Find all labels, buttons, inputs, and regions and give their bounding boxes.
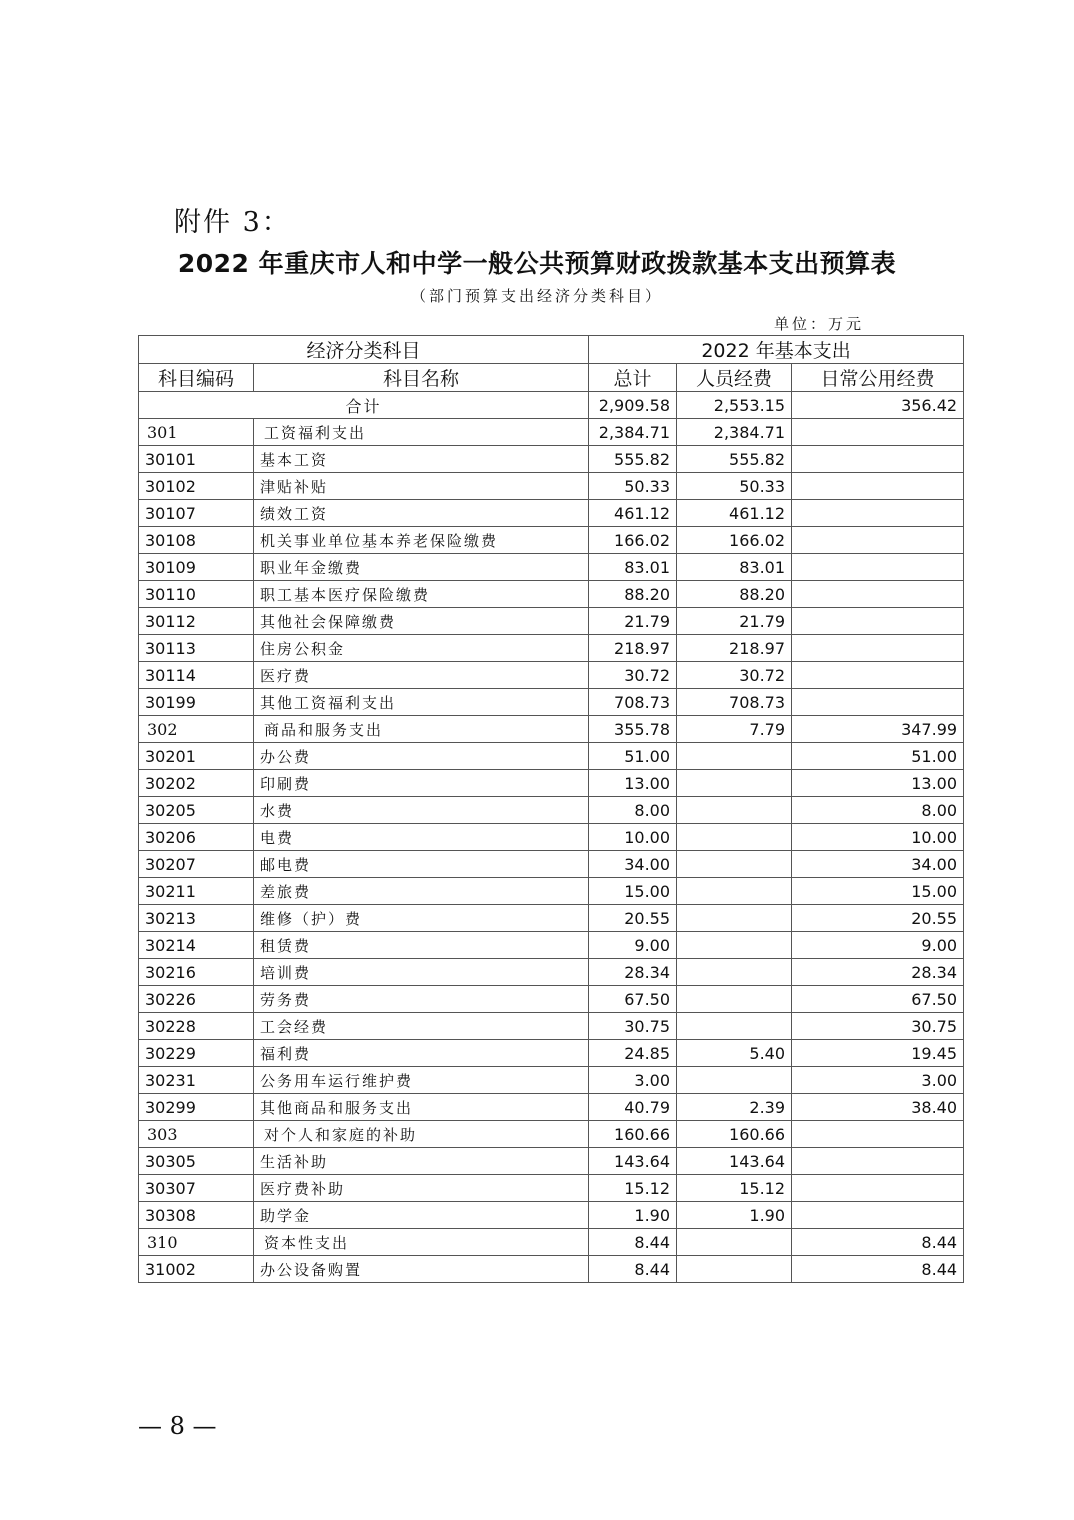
row-total: 555.82	[589, 446, 677, 473]
row-personnel: 21.79	[677, 608, 792, 635]
row-public	[792, 473, 964, 500]
table-row	[139, 1175, 964, 1202]
row-name: 福利费	[254, 1040, 589, 1067]
row-code: 30207	[139, 851, 254, 878]
row-personnel	[677, 770, 792, 797]
row-name: 其他社会保障缴费	[254, 608, 589, 635]
row-personnel	[677, 851, 792, 878]
page-number: — 8 —	[138, 1412, 217, 1440]
row-name: 电费	[254, 824, 589, 851]
total-public: 356.42	[792, 392, 964, 419]
row-code: 30101	[139, 446, 254, 473]
row-personnel	[677, 986, 792, 1013]
row-name: 邮电费	[254, 851, 589, 878]
row-name: 工会经费	[254, 1013, 589, 1040]
row-public	[792, 608, 964, 635]
row-name: 绩效工资	[254, 500, 589, 527]
table-row	[139, 662, 964, 689]
row-total: 160.66	[589, 1121, 677, 1148]
row-name: 办公费	[254, 743, 589, 770]
row-code: 31002	[139, 1256, 254, 1283]
row-personnel: 2.39	[677, 1094, 792, 1121]
row-public	[792, 581, 964, 608]
row-public: 15.00	[792, 878, 964, 905]
row-name: 资本性支出	[254, 1229, 589, 1256]
row-total: 708.73	[589, 689, 677, 716]
row-code: 30107	[139, 500, 254, 527]
row-personnel: 143.64	[677, 1148, 792, 1175]
row-total: 28.34	[589, 959, 677, 986]
row-total: 8.00	[589, 797, 677, 824]
row-public: 34.00	[792, 851, 964, 878]
row-total: 51.00	[589, 743, 677, 770]
table-row	[139, 581, 964, 608]
group-header-basic-expenditure: 2022 年基本支出	[589, 336, 964, 364]
table-row	[139, 635, 964, 662]
row-code: 30226	[139, 986, 254, 1013]
table-row	[139, 1148, 964, 1175]
row-personnel	[677, 1229, 792, 1256]
row-total: 355.78	[589, 716, 677, 743]
table-row	[139, 1229, 964, 1256]
column-header-total: 总计	[589, 364, 677, 392]
row-total: 83.01	[589, 554, 677, 581]
row-public: 51.00	[792, 743, 964, 770]
row-code: 30102	[139, 473, 254, 500]
row-public	[792, 635, 964, 662]
table-row	[139, 419, 964, 446]
total-label: 合计	[139, 392, 589, 419]
row-personnel	[677, 932, 792, 959]
table-row	[139, 905, 964, 932]
row-public	[792, 500, 964, 527]
row-personnel: 166.02	[677, 527, 792, 554]
table-row	[139, 770, 964, 797]
row-personnel: 50.33	[677, 473, 792, 500]
row-code: 30216	[139, 959, 254, 986]
table-row	[139, 1040, 964, 1067]
row-total: 9.00	[589, 932, 677, 959]
row-name: 机关事业单位基本养老保险缴费	[254, 527, 589, 554]
row-total: 88.20	[589, 581, 677, 608]
table-row	[139, 824, 964, 851]
row-total: 30.75	[589, 1013, 677, 1040]
row-total: 461.12	[589, 500, 677, 527]
table-row	[139, 1121, 964, 1148]
row-total: 8.44	[589, 1229, 677, 1256]
row-code: 30109	[139, 554, 254, 581]
row-total: 143.64	[589, 1148, 677, 1175]
row-personnel: 2,384.71	[677, 419, 792, 446]
table-row	[139, 797, 964, 824]
row-code: 30214	[139, 932, 254, 959]
row-name: 津贴补贴	[254, 473, 589, 500]
row-public: 8.44	[792, 1256, 964, 1283]
table-row	[139, 446, 964, 473]
row-public: 20.55	[792, 905, 964, 932]
table-row	[139, 1013, 964, 1040]
row-name: 生活补助	[254, 1148, 589, 1175]
row-code: 30113	[139, 635, 254, 662]
total-sum: 2,909.58	[589, 392, 677, 419]
row-code: 30305	[139, 1148, 254, 1175]
table-row	[139, 878, 964, 905]
table-row	[139, 959, 964, 986]
row-code: 30199	[139, 689, 254, 716]
table-row	[139, 986, 964, 1013]
row-total: 218.97	[589, 635, 677, 662]
row-personnel: 218.97	[677, 635, 792, 662]
row-public: 13.00	[792, 770, 964, 797]
row-public: 10.00	[792, 824, 964, 851]
row-name: 职业年金缴费	[254, 554, 589, 581]
row-code: 30110	[139, 581, 254, 608]
row-personnel: 555.82	[677, 446, 792, 473]
row-public: 8.00	[792, 797, 964, 824]
page-title: 2022 年重庆市人和中学一般公共预算财政拨款基本支出预算表	[177, 249, 897, 278]
row-personnel	[677, 878, 792, 905]
row-total: 20.55	[589, 905, 677, 932]
row-public: 30.75	[792, 1013, 964, 1040]
table-row	[139, 608, 964, 635]
row-code: 30231	[139, 1067, 254, 1094]
column-header-personnel: 人员经费	[677, 364, 792, 392]
table-row	[139, 689, 964, 716]
table-row	[139, 554, 964, 581]
row-total: 3.00	[589, 1067, 677, 1094]
row-total: 15.00	[589, 878, 677, 905]
row-name: 助学金	[254, 1202, 589, 1229]
row-name: 培训费	[254, 959, 589, 986]
row-code: 30201	[139, 743, 254, 770]
row-total: 21.79	[589, 608, 677, 635]
row-public	[792, 689, 964, 716]
table-row	[139, 527, 964, 554]
row-code: 30108	[139, 527, 254, 554]
row-personnel: 461.12	[677, 500, 792, 527]
row-code: 30206	[139, 824, 254, 851]
row-code: 30299	[139, 1094, 254, 1121]
column-header-public: 日常公用经费	[792, 364, 964, 392]
row-public: 347.99	[792, 716, 964, 743]
row-public: 28.34	[792, 959, 964, 986]
row-code: 30229	[139, 1040, 254, 1067]
row-name: 租赁费	[254, 932, 589, 959]
row-name: 印刷费	[254, 770, 589, 797]
row-code: 303	[139, 1121, 254, 1148]
row-name: 水费	[254, 797, 589, 824]
row-personnel: 1.90	[677, 1202, 792, 1229]
row-personnel	[677, 824, 792, 851]
row-name: 基本工资	[254, 446, 589, 473]
column-header-name: 科目名称	[254, 364, 589, 392]
row-code: 310	[139, 1229, 254, 1256]
row-public: 19.45	[792, 1040, 964, 1067]
row-total: 34.00	[589, 851, 677, 878]
row-personnel: 7.79	[677, 716, 792, 743]
table-row	[139, 1202, 964, 1229]
row-total: 8.44	[589, 1256, 677, 1283]
column-header-row	[139, 364, 964, 392]
row-total: 10.00	[589, 824, 677, 851]
row-name: 对个人和家庭的补助	[254, 1121, 589, 1148]
table-row	[139, 1094, 964, 1121]
row-name: 其他商品和服务支出	[254, 1094, 589, 1121]
attachment-label: 附件 3：	[174, 207, 291, 238]
table-row	[139, 716, 964, 743]
row-personnel	[677, 1013, 792, 1040]
row-total: 67.50	[589, 986, 677, 1013]
table-row	[139, 743, 964, 770]
row-name: 其他工资福利支出	[254, 689, 589, 716]
row-personnel	[677, 959, 792, 986]
row-code: 30114	[139, 662, 254, 689]
total-row	[139, 392, 964, 419]
row-name: 医疗费补助	[254, 1175, 589, 1202]
row-public	[792, 1148, 964, 1175]
row-code: 30211	[139, 878, 254, 905]
row-public	[792, 662, 964, 689]
row-public: 3.00	[792, 1067, 964, 1094]
row-public	[792, 1175, 964, 1202]
row-name: 商品和服务支出	[254, 716, 589, 743]
row-code: 30112	[139, 608, 254, 635]
row-code: 301	[139, 419, 254, 446]
table-row	[139, 500, 964, 527]
row-public: 38.40	[792, 1094, 964, 1121]
row-personnel: 88.20	[677, 581, 792, 608]
table-row	[139, 473, 964, 500]
row-name: 办公设备购置	[254, 1256, 589, 1283]
row-code: 30307	[139, 1175, 254, 1202]
row-public	[792, 1202, 964, 1229]
row-public	[792, 554, 964, 581]
page-subtitle: （部门预算支出经济分类科目）	[410, 287, 663, 305]
row-code: 30213	[139, 905, 254, 932]
row-personnel	[677, 1067, 792, 1094]
row-public	[792, 527, 964, 554]
table-row	[139, 932, 964, 959]
row-public: 9.00	[792, 932, 964, 959]
budget-table	[138, 335, 964, 1283]
row-code: 30205	[139, 797, 254, 824]
row-name: 医疗费	[254, 662, 589, 689]
group-header-economic: 经济分类科目	[139, 336, 589, 364]
row-name: 维修（护）费	[254, 905, 589, 932]
row-code: 30308	[139, 1202, 254, 1229]
row-personnel	[677, 743, 792, 770]
total-personnel: 2,553.15	[677, 392, 792, 419]
row-public	[792, 446, 964, 473]
row-public: 67.50	[792, 986, 964, 1013]
unit-label: 单位：万元	[774, 315, 865, 333]
row-name: 职工基本医疗保险缴费	[254, 581, 589, 608]
row-personnel: 5.40	[677, 1040, 792, 1067]
row-name: 工资福利支出	[254, 419, 589, 446]
row-code: 30228	[139, 1013, 254, 1040]
group-header-row	[139, 336, 964, 364]
row-name: 公务用车运行维护费	[254, 1067, 589, 1094]
row-total: 13.00	[589, 770, 677, 797]
row-name: 住房公积金	[254, 635, 589, 662]
row-code: 302	[139, 716, 254, 743]
row-name: 劳务费	[254, 986, 589, 1013]
row-personnel: 160.66	[677, 1121, 792, 1148]
row-code: 30202	[139, 770, 254, 797]
row-total: 30.72	[589, 662, 677, 689]
row-personnel	[677, 1256, 792, 1283]
row-personnel	[677, 797, 792, 824]
row-total: 15.12	[589, 1175, 677, 1202]
row-public	[792, 1121, 964, 1148]
row-name: 差旅费	[254, 878, 589, 905]
row-total: 1.90	[589, 1202, 677, 1229]
row-personnel: 30.72	[677, 662, 792, 689]
row-personnel: 708.73	[677, 689, 792, 716]
row-total: 50.33	[589, 473, 677, 500]
table-row	[139, 1067, 964, 1094]
row-total: 24.85	[589, 1040, 677, 1067]
table-row	[139, 851, 964, 878]
row-total: 2,384.71	[589, 419, 677, 446]
column-header-code: 科目编码	[139, 364, 254, 392]
row-public: 8.44	[792, 1229, 964, 1256]
row-personnel: 83.01	[677, 554, 792, 581]
row-personnel: 15.12	[677, 1175, 792, 1202]
row-public	[792, 419, 964, 446]
row-total: 40.79	[589, 1094, 677, 1121]
row-total: 166.02	[589, 527, 677, 554]
row-personnel	[677, 905, 792, 932]
table-row	[139, 1256, 964, 1283]
